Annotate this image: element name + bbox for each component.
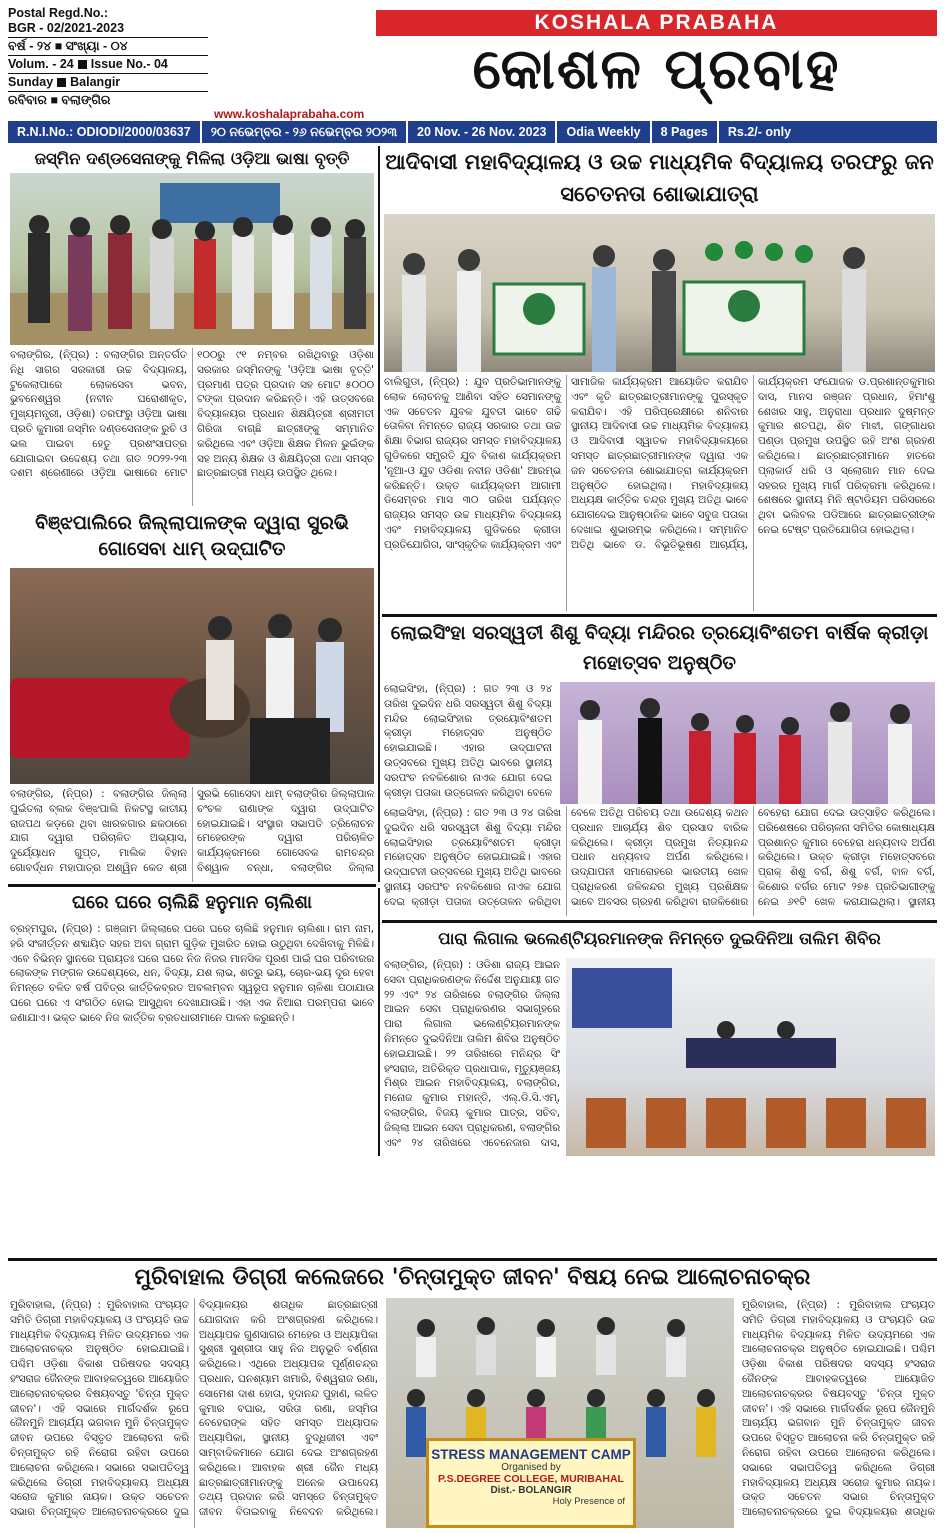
story-adivasi	[382, 146, 937, 612]
brand-odia-logo: କୋଶଳ ପ୍ରବାହ	[472, 36, 841, 102]
volume-label: Volum. - 24	[8, 57, 74, 71]
headline-gosheva: ବିଞ୍ଝପାଲିରେ ଜିଲ୍ଲାପାଳଙ୍କ ଦ୍ୱାରା ସୁରଭି ଗୋସେବା ଧାମ୍ ଉଦ୍‌ଘାଟିତ	[35, 512, 349, 560]
photo-muribahal	[386, 1298, 734, 1528]
masthead	[8, 6, 937, 121]
story-loisingha	[382, 618, 937, 918]
photo-loisingha	[560, 682, 935, 804]
group-of-people-image	[10, 173, 374, 345]
photo-jasmin-ceremony	[10, 173, 374, 345]
page-count: 8 Pages	[652, 121, 719, 143]
brand-english: KOSHALA PRABAHA	[376, 10, 937, 36]
story-gosheva	[8, 510, 376, 882]
square-bullet-icon	[78, 60, 87, 69]
banner-title: STRESS MANAGEMENT CAMP	[431, 1447, 631, 1462]
rni-number: R.N.I.No.: ODIODI/2000/03637	[8, 121, 202, 143]
photo-adivasi-rally	[384, 214, 935, 372]
headline-hanuman: ଘରେ ଘରେ ଚାଲିଛି ହନୁମାନ ଚାଲିଶା	[71, 892, 313, 913]
paper-type: Odia Weekly	[557, 121, 651, 143]
odia-volume: ବର୍ଷ - ୨୪ ■ ସଂଖ୍ୟା - ୦୪	[8, 39, 128, 53]
cow-ceremony-image	[10, 568, 374, 784]
issue-label: Issue No.- 04	[90, 57, 168, 71]
story-hanuman	[8, 888, 376, 1156]
body-muribahal: ମୁରିବାହାଲ, (ନି୍ପ୍ର) : ମୁରିବାହାଲ ପଂଚାୟତ ସମିତି ଡିଗ୍ରୀ ମହାବିଦ୍ୟାଳୟ ଓ ପଂଚାୟତି ଉଚ୍ଚ ମାଧ୍ୟମିକ ବିଦ୍ୟାଳୟ ମିଳିତ ଉଦ୍ୟମରେ ଏକ ଆଲୋଚନାଚକ୍ର ଅନୁଷ୍ଠିତ ହୋଇଯାଇଛି। ପଶ୍ଚିମ ଓଡ଼ିଶା ବିକାଶ ପରିଷଦର ସଦସ୍ୟ ହଂସରାଜ ଜୈନଙ୍କ ଆବାହକତ୍ୱରେ ଆୟୋଜିତ ଆଲୋଚନାଚକ୍ରର ବିଷୟବସ୍ତୁ 'ଚିନ୍ତା ମୁକ୍ତ ଜୀବନ'। ଏହି ସଭାରେ ମାର୍ଗଦର୍ଶକ ରୂପେ ଜୈନମୁନି ଆଚାର୍ଯ୍ୟ ଭଗବାନ ମୁନି ଚିନ୍ତାମୁକ୍ତ ଜୀବନ ଉପରେ ବିସ୍ତୃତ ଆଲୋଚନା କରି ଚିନ୍ତାମୁକ୍ତ ରହି ନିରୋଗ ରହିବା ଉପରେ ଆଲୋଚନା କରିଥିଲେ। ସଭାରେ ସଭାପତିତ୍ୱ କରିଥିଲେ ଡିଗ୍ରୀ ମହାବିଦ୍ୟାଳୟ ଅଧ୍ୟକ୍ଷ ସରୋଜ କୁମାର ନାୟକ। ଉକ୍ତ ସଚେତନ ସଭାର ଚିନ୍ତାମୁକ୍ତ ଆଲୋଚନାଚକ୍ରରେ ଦୁଇ ବିଦ୍ୟାଳୟର ଶତାଧିକ ଛାତ୍ରଛାତ୍ରୀ ଯୋଗଦାନ କରି ଅଂଶଗ୍ରହଣ କରିଥିଲେ। ଅଧ୍ୟାପକ ଗୁଣସାଗର ମେହେର ଓ ଅଧ୍ୟାପିକା ସୁଶ୍ରୀ ସୁଶ୍ରୀତା ସାହୁ ନିଜ ଅନୁଭୂତି ବର୍ଣ୍ଣନା କରିଥିଲେ। ଏଥିରେ ଅଧ୍ୟାପକ ପୂର୍ଣ୍ଣଚନ୍ଦ୍ର ପ୍ରଧାନ, ଘନଶ୍ୟାମ ଖମାରି, ବିଶ୍ୱରାଜ ରଣା, ସୋମେଶ ଦାଶ ହୋତା, ହୃଦାନନ୍ଦ ପୁହାଣ, ଲଳିତ କୁମାର ବଘାର, ସରିତା ରଣା, ଜସ୍ମିତା ବେହେରାଙ୍କ ସହିତ ସମସ୍ତ ଅଧ୍ୟାପକ ଅଧ୍ୟାପିକା, ସ୍ଥାନୀୟ ବୁଦ୍ଧିଜୀବୀ ଏବଂ ସାମ୍ବାଦିକମାନେ ଯୋଗ ଦେଇ ଅଂଶଗ୍ରହଣ କରିଥିଲେ। ଆବାହକ ଶ୍ରୀ ଜୈନ ମଧ୍ୟ ଛାତ୍ରଛାତ୍ରୀମାନଙ୍କୁ ଅନେକ ଉପାଦେୟ ତଥ୍ୟ ପ୍ରଦାନ କରି ସମସ୍ତେ ଚିନ୍ତାମୁକ୍ତ ଜୀବନ ବିତାଇବାକୁ ନିବେଦନ କରିଥିଲେ।	[10, 1299, 378, 1519]
story-muribahal	[8, 1260, 937, 1530]
headline-adivasi: ଆଦିବାସୀ ମହାବିଦ୍ୟାଳୟ ଓ ଉଚ୍ଚ ମାଧ୍ୟମିକ ବିଦ୍ୟାଳୟ ତରଫରୁ ଜନ ସଚେତନତା ଶୋଭାଯାତ୍ରା	[385, 149, 934, 206]
body-loisingha-continued: ଲୋଇସିଂହା, (ନି୍ପ୍ର) : ଗତ ୨୩ ଓ ୨୪ ତାରିଖ ଦୁଇଦିନ ଧରି ସରସ୍ୱତୀ ଶିଶୁ ବିଦ୍ୟା ମନ୍ଦିର ଲୋଇସିଂହାର ତ୍ରୟୋବିଂଶତମ କ୍ରୀଡ଼ା ମହୋତ୍ସବ ଅନୁଷ୍ଠିତ ହୋଇଯାଇଛି। ଏହାର ଉଦ୍‌ଘାଟନୀ ଉତ୍ସବରେ ମୁଖ୍ୟ ଅତିଥି ଭାବରେ ସ୍ଥାନୀୟ ସରପଂଚ ନବକିଶୋର ନାଏକ ଯୋଗ ଦେଇ କ୍ରୀଡ଼ା ପତାକା ଉତ୍ତୋଳନ କରିଥିବା ବେଳେ ଅତିଥି ପରିଚୟ ତଥା ଉଦ୍ଦେଶ୍ୟ କଥନ ପ୍ରଧାନ ଆଚାର୍ଯ୍ୟ ଶିବ ପ୍ରସାଦ ବାରିକ କରିଥିଲେ। କ୍ରୀଡ଼ା ପ୍ରମୁଖ ନିତ୍ୟାନନ୍ଦ ପଧାନ ଧନ୍ୟବାଦ ଅର୍ପଣ କରିଥିଲେ। ଉଦ୍‌ଯାପନୀ ସମାରୋହରେ ଭାରତୀୟ ଖେଳ ପ୍ରାଧିକରଣ ଜଳିକନ୍ଦର ମୁଖ୍ୟ ପ୍ରଶିକ୍ଷକ ଭାବେ ଅବସର ଗ୍ରହଣ କରିଥିବା ରାଜକିଶୋର ବେହେରା ଯୋଗ ଦେଇ ଉତ୍ସାହିତ କରିଥିଲେ। ପରିଶେଷରେ ପରିଚାଳନା ସମିତିର କୋଷାଧ୍ୟକ୍ଷ ପ୍ରଶାନ୍ତ କୁମାର ବେହେରା ଧନ୍ୟବାଦ ଅର୍ପଣ କରିଥିଲେ। ଉକ୍ତ କ୍ରୀଡ଼ା ମହୋତ୍ସବରେ ପ୍ରାକ୍ ଶିଶୁ ବର୍ଗ, ଶିଶୁ ବର୍ଗ, ବାଳ ବର୍ଗ, କିଶୋର ବର୍ଗର ମୋଟ ୨୭୫ ପ୍ରତିଭାଗୀଙ୍କୁ ନେଇ ୬୧ଟି ଖେଳ କରାଯାଇଥିଲା। ସ୍ଥାନୀୟ	[384, 807, 935, 908]
rally-image	[384, 214, 935, 372]
body-hanuman: ବ୍ରହ୍ମପୁର, (ନି୍ପ୍ର) : ଗଞ୍ଜାମ ଜିଲ୍ଲାରେ ଘରେ ଘରେ ଚାଲିଛି ହନୁମାନ ଚାଲିଶା। ରାମ ନାମ, ହରି ସଂକୀର୍ତ୍ତନ ଶବ୍ଦାୟିତ ସହର ଅବା ଗ୍ରାମ ଗୁଡ଼ିକ ମୁଖରିତ ହୋଇ ଉଠୁଥିବା ଦେଖିବାକୁ ମିଳିଛି। ଏବେ ବିଭିନ୍ନ ସ୍ଥାନରେ ପ୍ରାୟତଃ ଘରେ ଘରେ ନିଜ ନିଜର ମାନସିକ ପୂରଣ ପାଇଁ ଘର ପରିବାରର ଲୋକଙ୍କ ମଙ୍ଗଳ ଉଦ୍ଦେଶ୍ୟରେ, ଧନ, ବିଦ୍ୟା, ଯଶ ଲାଭ, ଶତ୍ରୁ ଭୟ, ଚୋର-ଭୟ ଦୂର ହେବା ନିମନ୍ତେ ଚଳିତ ବର୍ଷ ପବିତ୍ର କାର୍ତ୍ତିକବ୍ରତ ଅବଲମ୍ବନ ସ୍ୱରୂପ ହନୁମାନ ଚାଳିଶା ପଠାଯାଉ ଘରେ ଘରେ ଏ ସଂଗଠିତ ହୋଇ ଆସୁଥିବା ଦେଖାଯାଉଛି। ଏହା ଏକ ନିଆରା ପରମ୍ପରା ଭାବେ ଜଣାଯାଏ। ଭକ୍ତ ଭାବେ ନିଜ କାର୍ତ୍ତିକ ବ୍ରତଧାରୀମାନେ ପାଳନ କରୁଛନ୍ତି।	[10, 923, 374, 1024]
place-label: Balangir	[70, 75, 121, 89]
bgr-number: BGR - 02/2021-2023	[8, 21, 125, 35]
body-gosheva: ବଲାଙ୍ଗିର, (ନି୍ପ୍ର) : ବଲାଙ୍ଗିର ଜିଲ୍ଲା ପୁଇଁତଲା ବ୍ଲକ ବିଞ୍ଝପାଲି ନିକଟସ୍ଥ କାତୀୟ ରାଜପଥ କଡ଼ରେ ଥିବା ଖାରକଗାର ଛକଠାରେ ଯାଗ ଦ୍ୱାରା ପରିଚାଳିତ ଅଭ୍ୟାସ, ଦୁର୍ଯ୍ୟୋଧନ ଗୁପ୍ତ, ମାଲିକ ବିହାନ ଗୋବର୍ଦ୍ଧନ ମହାପାତ୍ର ଅଶ୍ୱିନ କେତ ଶ୍ରୀ ସୁରଭି ଗୋସେବା ଧାମ୍ ବଲାଙ୍ଗିର ଜିଲ୍ଲାପାଳ ଚଂଚଳ ରାଣାଙ୍କ ଦ୍ୱାରା ଉଦ୍‌ଘାଟିତ ହୋଇଯାଇଛି। ସଂସ୍ଥାର ସଭାପତି ତ୍ରିଲୋଚନ ମେହେରଙ୍କ ଦ୍ୱାରା ପରିଚାଳିତ କାର୍ଯ୍ୟକ୍ରମରେ ଗୋସେବକ ରାମଚନ୍ଦ୍ର ବିଶ୍ୱାଳ ବନ୍ଧା, ବଲାଙ୍ଗିର ଜିଲ୍ଲା	[10, 788, 374, 874]
banner-organised-by: Organised by	[501, 1462, 561, 1473]
stress-management-banner	[426, 1438, 636, 1528]
banner-holy-presence: Holy Presence of	[552, 1496, 625, 1507]
headline-loisingha: ଲୋଇସିଂହା ସରସ୍ୱତୀ ଶିଶୁ ବିଦ୍ୟା ମନ୍ଦିରର ତ୍ରୟୋବିଂଶତମ ବାର୍ଷିକ କ୍ରୀଡ଼ା ମହୋତ୍ସବ ଅନୁଷ୍ଠିତ	[390, 622, 929, 674]
price: Rs.2/- only	[727, 125, 792, 139]
banner-college: P.S.DEGREE COLLEGE, MURIBAHAL	[438, 1473, 624, 1485]
date-english: 20 Nov. - 26 Nov. 2023	[408, 121, 557, 143]
headline-muribahal: ମୁରିବାହାଲ ଡିଗ୍ରୀ କଲେଜରେ 'ଚିନ୍ତାମୁକ୍ତ ଜୀବନ' ବିଷୟ ନେଇ ଆଲୋଚନାଚକ୍ର	[134, 1264, 811, 1290]
day-label: Sunday	[8, 75, 54, 89]
website-link[interactable]: www.koshalaprabaha.com	[214, 107, 365, 121]
headline-paralegal: ପାରା ଲିଗାଲ ଭଲେଣ୍ଟିୟରମାନଙ୍କ ନିମନ୍ତେ ଦୁଇଦିନିଆ ତାଲିମ ଶିବିର	[438, 929, 881, 948]
headline-jasmin: ଜସ୍ମିନ ଦଣ୍ଡସେନାଙ୍କୁ ମିଳିଲା ଓଡ଼ିଆ ଭାଷା ବୃତ୍ତି	[34, 149, 350, 168]
body-adivasi: ବାଲିଗୁଡା, (ନି୍ପ୍ର) : ଯୁବ ପ୍ରତିଭାମାନଙ୍କୁ ଲୋକ ଲୋଚନକୁ ଆଣିବା ସହିତ ସେମାନଙ୍କୁ ଏକ ସଚେତନ ଯୁବକ ଯୁବତୀ ଭାବେ ଗଢି ତୋଳିବା ନିମନ୍ତେ ରାଜ୍ୟ ସରକାର ତଥା ଉଚ୍ଚ ଶିକ୍ଷା ବିଭାଗ ରାଜ୍ୟର ସମସ୍ତ ମହାବିଦ୍ୟାଳୟ ଗୁଡିକରେ ସମ୍ପ୍ରତି ଯୁବ ବିକାଶ କାର୍ଯ୍ୟକ୍ରମ 'ନୂଆ-ଓ ଯୁବ ଓଡିଶା ନବୀନ ଓଡିଶା' ଆରମ୍ଭ କରିଛନ୍ତି। ଉକ୍ତ କାର୍ଯ୍ୟକ୍ରମ ଆଗାମୀ ଡିସେମ୍ବର ମାସ ୩୦ ତାରିଖ ପର୍ଯ୍ୟନ୍ତ ରାଜ୍ୟର ସମସ୍ତ ଉଚ୍ଚ ମାଧ୍ୟମିକ ବିଦ୍ୟାଳୟ ଏବଂ ମହାବିଦ୍ୟାଳୟ ଗୁଡିକରେ କ୍ରୀଡା ପ୍ରତିଯୋଗିତା, ସାଂସ୍କୃତିକ କାର୍ଯ୍ୟକ୍ରମ ଏବଂ ସାମାଜିକ କାର୍ଯ୍ୟକ୍ରମ ଆୟୋଜିତ କରାଯିବ ଏବଂ କୃତି ଛାତ୍ରଛାତ୍ରୀମାନଙ୍କୁ ପୁରସ୍କୃତ କରାଯିବ। ଏହି ପରିପ୍ରେକ୍ଷୀରେ ଶନିବାର ସ୍ଥାନୀୟ ଆଦିବାସୀ ଉଚ୍ଚ ମାଧ୍ୟମିକ ବିଦ୍ୟାଳୟ ଓ ଆଦିବାସୀ ସ୍ୱାତକ ମହାବିଦ୍ୟାଳୟରେ ସମସ୍ତ ଛାତ୍ରଛାତ୍ରୀମାନଙ୍କ ଦ୍ୱାରା ଏକ ଜନ ସଚେତନତା ଶୋଭାଯାତ୍ରା କାର୍ଯ୍ୟକ୍ରମ ଅନୁଷ୍ଠିତ ହୋଇଥିଲା। ମହାବିଦ୍ୟାଳୟ ଅଧ୍ୟକ୍ଷ କାର୍ତ୍ତିକ ଚନ୍ଦ୍ର ମୁଖ୍ୟ ଅତିଥି ଭାବେ ଯୋଗଦେଇ ଆନୁଷ୍ଠାନିକ ଭାବେ ସବୁଜ ପତାକା ଦେଖାଇ ଶୁଭାରମ୍ଭ କରିଥିଲେ। ସମ୍ମାନିତ ଅତିଥି ଭାବେ ଡ. ବିଭୂତିଭୂଷଣ ଆଚାର୍ଯ୍ୟ, କାର୍ଯ୍ୟକ୍ରମ ସଂଯୋଜକ ଡ.ପ୍ରଶାନ୍ତକୁମାର ଦାସ, ମାନସ ରଞ୍ଜନ ପ୍ରଧାନ, ହିମାଂଶୁ ଶେଖର ସାହୁ, ଅନୁରାଧା ପ୍ରଧାନ ଦୁଷ୍ମନ୍ତ କୁମାର ଶତପଥି, ଶିବ ମାଝୀ, ଗଙ୍ଗାଧର ପଣ୍ଡା ପ୍ରମୁଖ ଉପସ୍ଥିତ ରହି ଅଂଶ ଗ୍ରହଣ କରିଥିଲେ। ଛାତ୍ରଛାତ୍ରୀମାନେ ହାତରେ ପ୍ଲାକାର୍ଡ ଧରି ଓ ସ୍ଲୋଗାନ ମାନ ଦେଇ ସହରର ମୁଖ୍ୟ ମାର୍ଗ ପରିକ୍ରମା କରିଥିଲେ। ଶେଷରେ ସ୍ଥାନୀୟ ମିନି ଷ୍ଟାଡିୟମ ପରିସରରେ ଥିବା ଭଲିବଲ ପଡିଆରେ ଛାତ୍ରଛାତ୍ରୀଙ୍କ ନେଇ ଟେଷ୍ଟ ପ୍ରତିଯୋଗିତା ହୋଇଥିଲା।	[384, 376, 935, 551]
sports-festival-image	[560, 682, 935, 804]
story-jasmin	[8, 146, 376, 508]
brand-block	[376, 10, 937, 102]
banner-district: Dist.- BOLANGIR	[490, 1485, 572, 1496]
info-strip	[8, 121, 937, 143]
body-loisingha: ଲୋଇସିଂହା, (ନି୍ପ୍ର) : ଗତ ୨୩ ଓ ୨୪ ତାରିଖ ଦୁଇଦିନ ଧରି ସରସ୍ୱତୀ ଶିଶୁ ବିଦ୍ୟା ମନ୍ଦିର ଲୋଇସିଂହାର ତ୍ରୟୋବିଂଶତମ କ୍ରୀଡ଼ା ମହୋତ୍ସବ ଅନୁଷ୍ଠିତ ହୋଇଯାଇଛି। ଏହାର ଉଦ୍‌ଘାଟନୀ ଉତ୍ସବରେ ମୁଖ୍ୟ ଅତିଥି ଭାବରେ ସ୍ଥାନୀୟ ସରପଂଚ ନବକିଶୋର ନାଏକ ଯୋଗ ଦେଇ କ୍ରୀଡ଼ା ପତାକା ଉତ୍ତୋଳନ କରିଥିବା ବେଳେ	[384, 683, 552, 799]
story-paralegal	[382, 924, 937, 1156]
odia-day: ରବିବାର ■ ବଲାଙ୍ଗିର	[8, 93, 111, 107]
body-muribahal-continued: ମୁରିବାହାଲ, (ନି୍ପ୍ର) : ମୁରିବାହାଲ ପଂଚାୟତ ସମିତି ଡିଗ୍ରୀ ମହାବିଦ୍ୟାଳୟ ଓ ପଂଚାୟତି ଉଚ୍ଚ ମାଧ୍ୟମିକ ବିଦ୍ୟାଳୟ ମିଳିତ ଉଦ୍ୟମରେ ଏକ ଆଲୋଚନାଚକ୍ର ଅନୁଷ୍ଠିତ ହୋଇଯାଇଛି। ପଶ୍ଚିମ ଓଡ଼ିଶା ବିକାଶ ପରିଷଦର ସଦସ୍ୟ ହଂସରାଜ ଜୈନଙ୍କ ଆବାହକତ୍ୱରେ ଆୟୋଜିତ ଆଲୋଚନାଚକ୍ରର ବିଷୟବସ୍ତୁ 'ଚିନ୍ତା ମୁକ୍ତ ଜୀବନ'। ଏହି ସଭାରେ ମାର୍ଗଦର୍ଶକ ରୂପେ ଜୈନମୁନି ଆଚାର୍ଯ୍ୟ ଭଗବାନ ମୁନି ଚିନ୍ତାମୁକ୍ତ ଜୀବନ ଉପରେ ବିସ୍ତୃତ ଆଲୋଚନା କରି ଚିନ୍ତାମୁକ୍ତ ରହି ନିରୋଗ ରହିବା ଉପରେ ଆଲୋଚନା କରିଥିଲେ। ସଭାରେ ସଭାପତିତ୍ୱ କରିଥିଲେ ଡିଗ୍ରୀ ମହାବିଦ୍ୟାଳୟ ଅଧ୍ୟକ୍ଷ ସରୋଜ କୁମାର ନାୟକ। ଉକ୍ତ ସଚେତନ ସଭାର ଚିନ୍ତାମୁକ୍ତ ଆଲୋଚନାଚକ୍ରରେ ଦୁଇ ବିଦ୍ୟାଳୟର ଶତାଧିକ	[742, 1299, 935, 1519]
body-paralegal: ବଲାଙ୍ଗିର, (ନି୍ପ୍ର) : ଓଡିଶା ରାଜ୍ୟ ଆଇନ ସେବା ପ୍ରାଧିକରଣଙ୍କ ନିର୍ଦ୍ଦେଶ ଅନୁଯାୟୀ ଗତ ୨୨ ଏବଂ ୨୪ ତାରିଖରେ ବଲାଙ୍ଗିର ଜିଲ୍ଲା ଆଇନ ସେବା ପ୍ରାଧିକରଣର ସଭାଗୃହରେ ପାରା ଲିଗାଲ ଭଲେଣ୍ଟିୟରମାନଙ୍କ ନିମନ୍ତେ ଦୁଇଦିନିଆ ତାଲିମ ଶିବିର ଅନୁଷ୍ଠିତ ହୋଇଯାଇଛି। ୨୨ ତାରିଖରେ ମନିନ୍ଦ୍ର ସିଂ ହଂସରାଜ, ଅତିରିକ୍ତ ପ୍ରଧାପାକ, ମୃତ୍ୟୁଞ୍ଜୟ ମିଶ୍ର ଆଇନ ମହାବିଦ୍ୟାଳୟ, ବଲାଙ୍ଗିର, ମନୋଜ କୁମାର ମହାନ୍ତି, ଏଲ୍.ଡି.ସି.ଏମ୍, ବଲାଙ୍ଗିର, ବିଜୟ କୁମାର ପାତ୍ର, ସଚିବ, ଜିଲ୍ଲା ଆଇନ ସେବା ପ୍ରାଧିକରଣ, ବଲାଙ୍ଗିର ଏବଂ ୨୪ ତାରିଖରେ ଏବେନେଜାର ଦାସ,	[384, 959, 560, 1149]
training-hall-image	[566, 958, 935, 1156]
date-odia: ୨୦ ନଭେମ୍ବର - ୨୬ ନଭେମ୍ବର ୨୦୨୩	[202, 121, 408, 143]
square-bullet-icon	[57, 78, 66, 87]
postal-label: Postal Regd.No.:	[8, 6, 109, 20]
masthead-meta	[8, 6, 208, 108]
body-jasmin: ବଲାଙ୍ଗିର, (ନି୍ପ୍ର) : ବଲାଙ୍ଗିର ଅନ୍ତର୍ଗତ ନିଧି ସାଗର ସରକାରୀ ଉଚ୍ଚ ବିଦ୍ୟାଳୟ, ଟୁକେଲାପାରେ ଲୋକସେବା ଭବନ, ଭୁବନେଶ୍ୱର (ନବୀନ ଘରୋଶୀକୃତ, ମୁଖ୍ୟମନ୍ତ୍ରୀ, ଓଡ଼ିଶା) ତରଫରୁ ଓଡ଼ିଆ ଭାଷା ପ୍ରତି କୁମାରୀ ଜସ୍ମିନ ଦଣ୍ଡସେନାଙ୍କ ରୁଚି ଓ ଭଲ ପାଇବା ହେତୁ ପ୍ରଶଂସାପତ୍ର ଯୋଗାଇବା ଉଦ୍ଦେଶ୍ୟ ତଥା ଗତ ୨୦୨୨-୨୩ ଦଶମ ଶ୍ରେଣୀରେ ଓଡ଼ିଆ ଭାଷାରେ ମୋଟ ୧୦୦ରୁ ୯୧ ନମ୍ବର ରଖିଥିବାରୁ ଓଡ଼ିଶା ସରକାର ଜସ୍ମିନଙ୍କୁ 'ଓଡ଼ିଆ ଭାଷା ବୃତ୍ତି' ପ୍ରମାଣ ପତ୍ର ପ୍ରଦାନ ସହ ମୋଟ ୫୦୦୦ ଟଙ୍କା ପ୍ରଦାନ କରିଛନ୍ତି। ଏହି ଉତ୍ସବରେ ବିଦ୍ୟାଳୟର ପ୍ରଧାନ ଶିକ୍ଷୟିତ୍ରୀ ଶ୍ରୀମତୀ ଗିରିଜା ବାଗ୍ଛି ଛାତ୍ରୀଙ୍କୁ ସମ୍ମାନିତ କରିଥିଲେ ଏବଂ ଓଡ଼ିଆ ଶିକ୍ଷକ ମିଳନ ଭୁଇଁଙ୍କ ସହ ଅନ୍ୟ ଶିକ୍ଷକ ଓ ଶିକ୍ଷୟିତ୍ରୀ ତଥା ସମସ୍ତ ଛାତ୍ରଛାତ୍ରୀ ମଧ୍ୟ ଉପସ୍ଥିତ ଥିଲେ।	[10, 349, 374, 480]
photo-gosheva	[10, 568, 374, 784]
photo-paralegal	[566, 958, 935, 1156]
